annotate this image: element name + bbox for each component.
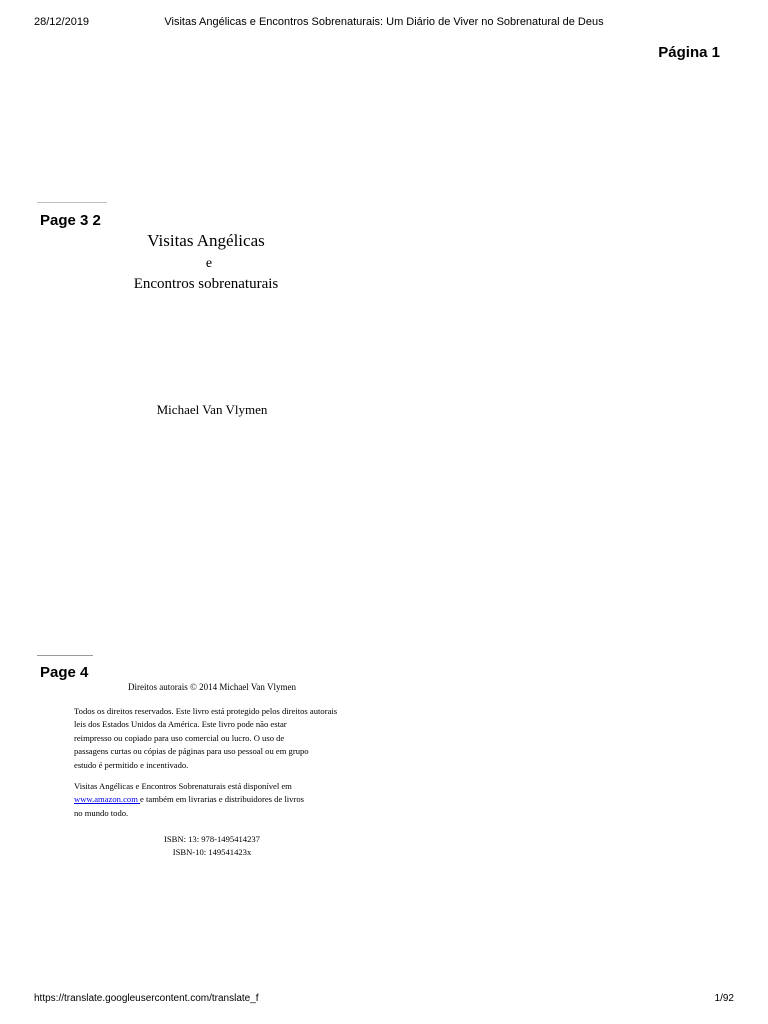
- footer-url: https://translate.googleusercontent.com/translate_f: [34, 993, 259, 1004]
- rights-line: leis dos Estados Unidos da América. Este livro pode não estar: [74, 719, 287, 730]
- author-name: Michael Van Vlymen: [156, 402, 268, 417]
- book-subtitle: Encontros sobrenaturais: [133, 276, 279, 292]
- page-label-pagina-1: Página 1: [658, 44, 720, 61]
- amazon-link[interactable]: www.amazon.com: [74, 794, 141, 805]
- copyright-notice: Direitos autorais © 2014 Michael Van Vlymen: [128, 682, 296, 692]
- availability-line-text: e também em livrarias e distribuidores de livros: [140, 794, 304, 805]
- footer-page-count: 1/92: [714, 993, 734, 1004]
- book-title-conjunction: e: [205, 256, 213, 271]
- availability-line: Visitas Angélicas e Encontros Sobrenaturais está disponível em: [74, 781, 292, 791]
- availability-line: no mundo todo.: [74, 807, 129, 818]
- isbn-10: ISBN-10: 149541423x: [172, 847, 252, 857]
- page-divider: [37, 202, 107, 203]
- page-divider: [37, 655, 93, 656]
- page-label-page-3-2: Page 3 2: [40, 212, 101, 229]
- rights-line: Todos os direitos reservados. Este livro está protegido pelos direitos autorais: [74, 706, 338, 716]
- rights-line: reimpresso ou copiado para uso comercial ou lucro. O uso de: [74, 732, 285, 743]
- rights-line: estudo é permitido e incentivado.: [74, 759, 189, 770]
- availability-paragraph: [74, 780, 304, 820]
- page-label-page-4: Page 4: [40, 664, 89, 681]
- availability-line: [74, 793, 304, 806]
- book-title: Visitas Angélicas: [147, 231, 265, 250]
- isbn-13: ISBN: 13: 978-1495414237: [164, 834, 260, 844]
- print-date: 28/12/2019: [34, 16, 90, 28]
- rights-paragraph: [74, 705, 337, 772]
- document-title: Visitas Angélicas e Encontros Sobrenaturais: Um Diário de Viver no Sobrenatural de Deus: [164, 16, 604, 28]
- rights-line: passagens curtas ou cópias de páginas para uso pessoal ou em grupo: [74, 746, 309, 757]
